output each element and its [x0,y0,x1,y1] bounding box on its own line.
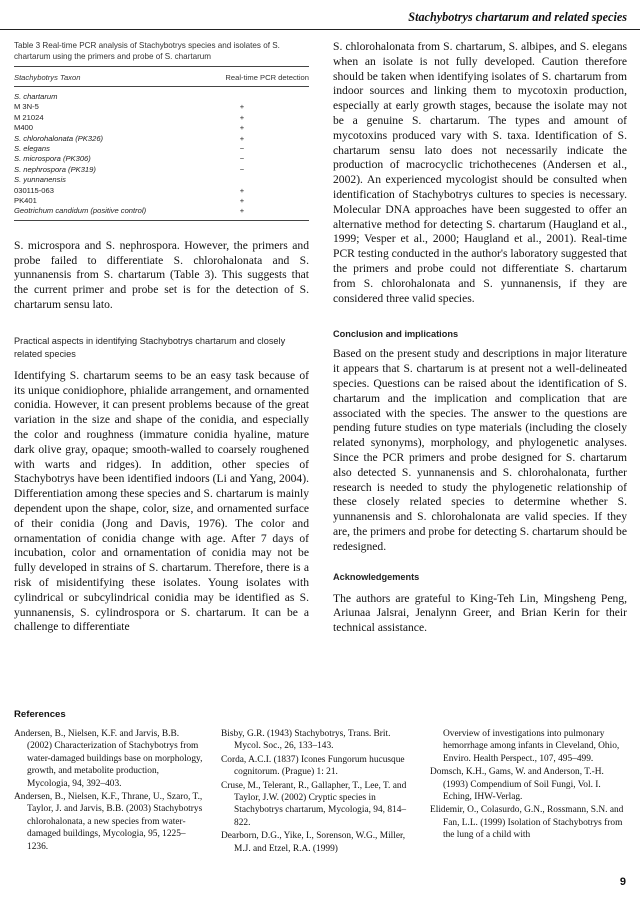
section-heading-acknowledgements: Acknowledgements [333,571,420,582]
table-cell-result: − [239,144,245,154]
table-cell-result: + [239,123,245,133]
table-cell-taxon: M400 [14,123,33,133]
table-cell-result: − [239,164,245,174]
reference-item: Bisby, G.R. (1943) Stachybotrys, Trans. Brit. Mycol. Soc., 26, 133–143. [221,729,391,752]
table-cell-result: + [239,196,245,206]
right-paragraph-2: Based on the present study and descriptions in major literature it appears that S. chartarum is at present not a well-delineated species. Questions can be raised about the identification of S. chartarum and the implication and complication that are associated with the species. The answer to the questions are pending future studies on type materials (including the closely related synonyms), morphology, and phylogenetic analyses. Since the PCR primers and probe designed for S. chartarum also detected S. yunnanensis and S. chlorohalonata, further research is needed to study the phylogenetic relationship of these closely related species to determine whether S. yunnanensis and S. chlorohalonata are valid species. If they are, the primers and probe for detecting S. chartarum should be redesigned. [333,347,627,553]
table-cell-result [232,92,252,102]
references-col-2 [221,728,411,856]
table-cell-taxon: S. chlorohalonata (PK326) [14,133,104,143]
table-row [14,123,309,133]
table-cell-taxon: M 21024 [14,112,44,122]
references-heading: References [14,709,66,720]
table-row [14,154,309,164]
reference-item: Corda, A.C.I. (1837) Icones Fungorum hucusque cognitorum. (Prague) 1: 21. [221,754,405,778]
reference-item: Cruse, M., Telerant, R., Gallapher, T., Lee, T. and Taylor, J.W. (2002) Cryptic species in Stachybotrys chartarum, Mycologia, 94, 814–822. [221,780,407,828]
table-cell-taxon: M 3N-5 [14,102,39,112]
header-rule [0,29,640,30]
table-cell-taxon: PK401 [14,196,37,206]
left-column [14,40,309,635]
table-row [14,206,309,216]
table-cell-result: + [239,206,245,216]
table-col-taxon-header: Stachybotrys Taxon [14,73,81,82]
table-cell-result: + [239,185,245,195]
table-cell-result: − [239,154,245,164]
table-cell-result: + [239,112,245,122]
right-paragraph-3: The authors are grateful to King-Teh Lin, Mingsheng Peng, Ariunaa Jalsrai, Jenalynn Greer, and Brian Kerin for their technical assistance. [333,591,627,635]
reference-item: Andersen, B., Nielsen, K.F., Thrane, U., Szaro, T., Taylor, J. and Jarvis, B.B. (2003) Stachybotrys chlorohalonata, a new species from water-damaged buildings, Mycologia, 95, 1225–1236. [14,792,203,852]
table-cell-taxon: 030115-063 [14,185,54,195]
reference-item: Dearborn, D.G., Yike, I., Sorenson, W.G., Miller, M.J. and Etzel, R.A. (1999) [221,831,406,854]
table-caption: Table 3 Real-time PCR analysis of Stachybotrys species and isolates of S. chartarum using the primers and probe of S. chartarum [14,41,280,61]
right-paragraph-1: S. chlorohalonata from S. chartarum, S. albipes, and S. elegans when an isolate is not fully developed. Caution therefore should be taken when identifying isolates of S. chartarum from indoor sources and linking them to mycotoxin production, especially at early growth stages, because the isolate may not be a genuine S. chartarum. The types and amount of mycotoxins produced vary with S. taxa. Identification of S. chartarum sensu lato does not necessarily indicate the production of macrocyclic trichothecenes (Andersen et al., 2002). An experienced mycologist should be consulted when identification of Stachybotrys cultures to species is necessary. Molecular DNA approaches have been suggested to offer an alternative method for detecting S. chartarum (Haugland et al., 1999; Vesper et al., 2000; Haugland et al., 2001). Real-time PCR testing conducted in the author's laboratory suggested that the primers and probe could not differentiate S. chartarum from S. chlorohalonata and S. yunnanensis, if they are considered three valid species. [333,40,627,305]
table-header [14,67,309,87]
table-row [14,134,309,144]
table-row [14,102,309,112]
running-header: Stachybotrys chartarum and related species [408,10,627,24]
table-cell-taxon: Geotrichum candidum (positive control) [14,206,147,216]
reference-item: Elidemir, O., Colasurdo, G.N., Rossmann, S.N. and Fan, L.L. (1999) Isolation of Stachybotrys from the lung of a child with [430,805,624,841]
table-row [14,92,309,102]
right-column [333,40,627,636]
table-cell-taxon: S. elegans [14,144,50,154]
section-heading-practical: Practical aspects in identifying Stachybotrys chartarum and closely related species [14,335,286,359]
table-col-pcr-header: Real-time PCR detection [225,73,309,82]
table-cell-taxon: S. nephrospora (PK319) [14,164,96,174]
table-cell-result: + [239,133,245,143]
table-body [14,87,309,217]
table-cell-taxon: S. microspora (PK306) [14,154,91,164]
table-row [14,113,309,123]
table-row [14,144,309,154]
table-cell-result: + [239,102,245,112]
table-row [14,186,309,196]
left-paragraph-1: S. microspora and S. nephrospora. However, the primers and probe failed to differentiate S. chlorohalonata and S. yunnanensis from S. chartarum (Table 3). This suggests that the current primer and probe set is for the detection of S. chartarum sensu lato. [14,238,309,312]
table-cell-result [232,175,252,185]
left-paragraph-2: Identifying S. chartarum seems to be an easy task because of its unique conidiophore, phialide arrangement, and ornamented conidia. However, it can present problems because of the great variation in the size and shape of the conidia, and especially the color and roughness (immature conidia hyaline, mature dark olive gray, opaque; smooth-walled to coarsely roughened with warts and ridges). In addition, other species of Stachybotrys have been identified indoors (Li and Yang, 2004). Differentiation among these species and S. chartarum is mainly dependent upon the shape, color, size, and ornamented surface of their conidia (Jong and Davis, 1976). The color and ornamentation of conidia change with age. After 7 days of incubation, color and ornamentation of conidia may not be fully developed in strains of S. chartarum. Therefore, there is a risk of misidentifying these isolates. Young isolates with cylindrical or subcylindrical conidia may be identified as S. yunnanensis, S. cylindrospora or S. chartarum. It can be a challenge to differentiate [14,368,309,634]
reference-item: Domsch, K.H., Gams, W. and Anderson, T.-H. (1993) Compendium of Soil Fungi, Vol. I. Eching, IHW-Verlag. [430,767,604,803]
page-number: 9 [619,876,626,888]
references-col-3 [430,728,626,843]
table-row [14,175,309,185]
table-bottom-rule [14,220,309,221]
reference-item: Overview of investigations into pulmonary hemorrhage among infants in Cleveland, Ohio, Enviro. Health Perspect., 107, 495–499. [443,729,620,764]
section-heading-conclusion: Conclusion and implications [333,329,459,340]
reference-item: Andersen, B., Nielsen, K.F. and Jarvis, B.B. (2002) Characterization of Stachybotrys from water-damaged buildings base on morphology, growth, and metabolite production, Mycologia, 94, 392–403. [14,729,203,789]
table-cell-taxon: S. chartarum [14,92,58,101]
table-row [14,165,309,175]
references-col-1 [14,728,204,854]
table-cell-taxon: S. yunnanensis [14,175,66,185]
table-row [14,196,309,206]
